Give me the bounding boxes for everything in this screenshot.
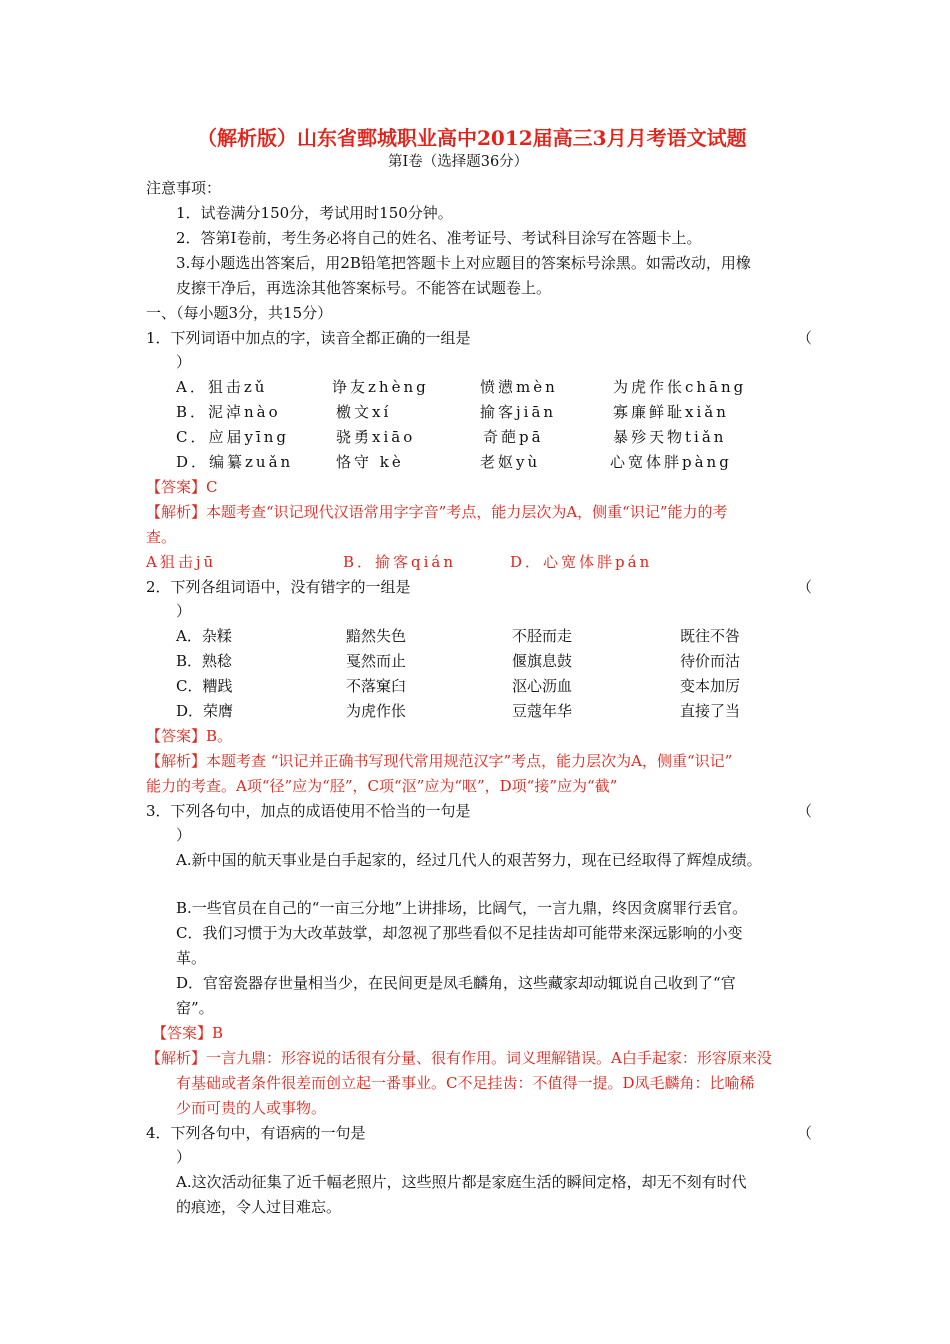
option-cell: 心宽体胖pàng	[610, 453, 732, 471]
option-cell: 待价而沽	[680, 652, 741, 670]
question-4-stem: 4．下列各句中，有语病的一句是	[146, 1124, 366, 1142]
paren-open: （	[797, 802, 813, 820]
paren-close: ）	[176, 1148, 192, 1166]
option-cell: 愤懑mèn	[480, 378, 558, 396]
notice-item: 3.每小题选出答案后，用2B铅笔把答题卡上对应题目的答案标号涂黑。如需改动，用橡	[176, 254, 751, 272]
option-cell: 不落窠臼	[346, 677, 407, 695]
option-cell: D．编纂zuǎn	[176, 453, 294, 471]
option-cell: 豆蔻年华	[512, 702, 573, 720]
analysis-3: 【解析】一言九鼎：形容说的话很有分量、很有作用。词义理解错误。A白手起家：形容原来没	[146, 1049, 772, 1067]
analysis-1-cont: 查。	[146, 528, 177, 546]
option-cell: 恪守 kè	[336, 453, 404, 471]
option-cell: 变本加厉	[680, 677, 741, 695]
option-c: C．我们习惯于为大改革鼓掌，却忽视了那些看似不足挂齿却可能带来深远影响的小变	[176, 924, 743, 942]
option-d: D．官窑瓷器存世量相当少，在民间更是凤毛麟角，这些藏家却动辄说自己收到了“官	[176, 974, 736, 992]
option-a: A.新中国的航天事业是白手起家的，经过几代人的艰苦努力，现在已经取得了辉煌成绩。	[176, 851, 762, 869]
option-cell: 檄文xí	[336, 403, 392, 421]
analysis-3-cont: 少而可贵的人或事物。	[176, 1099, 327, 1117]
correction: A狙击jū	[146, 553, 217, 571]
question-1-stem: 1．下列词语中加点的字，读音全都正确的一组是	[146, 329, 471, 347]
answer-1: 【答案】C	[146, 478, 218, 496]
option-cell: 黯然失色	[346, 627, 407, 645]
correction: D．心宽体胖pán	[510, 553, 653, 571]
option-cell: 直接了当	[680, 702, 741, 720]
paren-close: ）	[176, 602, 192, 620]
option-cell: 为虎作伥chāng	[613, 378, 747, 396]
option-cell: 寡廉鲜耻xiǎn	[613, 403, 729, 421]
correction: B．揄客qián	[343, 553, 457, 571]
option-cell: C．应届yīng	[176, 428, 290, 446]
option-cell: C．糟践	[176, 677, 233, 695]
option-cell: B．泥淖nào	[176, 403, 281, 421]
option-d-cont: 窑”。	[176, 999, 214, 1017]
volume-heading: 第Ⅰ卷（选择题36分）	[388, 154, 529, 170]
option-b: B.一些官员在自己的“一亩三分地”上讲排场，比阔气，一言九鼎，终因贪腐罪行丢官。	[176, 899, 748, 917]
option-cell: 沤心沥血	[512, 677, 573, 695]
page-title: （解析版）山东省鄄城职业高中2012届高三3月月考语文试题	[197, 126, 747, 150]
analysis-3-cont: 有基础或者条件很差而创立起一番事业。C不足挂齿：不值得一提。D凤毛麟角：比喻稀	[176, 1074, 755, 1092]
option-cell: 戛然而止	[346, 652, 407, 670]
option-cell: 暴殄天物tiǎn	[613, 428, 727, 446]
question-2-stem: 2．下列各组词语中，没有错字的一组是	[146, 578, 411, 596]
option-cell: 奇葩pā	[483, 428, 544, 446]
option-c-cont: 革。	[176, 949, 207, 967]
answer-2: 【答案】B。	[146, 727, 233, 745]
notice-heading: 注意事项：	[146, 179, 222, 197]
analysis-2-cont: 能力的考查。A项“径”应为“胫”，C项“沤”应为“呕”，D项“接”应为“截”	[146, 777, 618, 795]
notice-item: 2．答第Ⅰ卷前，考生务必将自己的姓名、准考证号、考试科目涂写在答题卡上。	[176, 229, 702, 247]
paren-close: ）	[176, 353, 192, 371]
option-cell: 既往不咎	[680, 627, 741, 645]
option-cell: 骁勇xiāo	[336, 428, 416, 446]
question-3-stem: 3．下列各句中，加点的成语使用不恰当的一句是	[146, 802, 471, 820]
option-a: A.这次活动征集了近千幅老照片，这些照片都是家庭生活的瞬间定格，却无不刻有时代	[176, 1173, 747, 1191]
paren-close: ）	[176, 826, 192, 844]
option-cell: 诤友zhèng	[332, 378, 429, 396]
option-cell: D．荣膺	[176, 702, 234, 720]
option-cell: 老妪yù	[480, 453, 541, 471]
answer-3: 【答案】B	[152, 1024, 224, 1042]
analysis-1: 【解析】本题考查“识记现代汉语常用字字音”考点，能力层次为A，侧重“识记”能力的考	[146, 503, 728, 521]
paren-open: （	[797, 1124, 813, 1142]
notice-item: 皮擦干净后，再选涂其他答案标号。不能答在试题卷上。	[176, 279, 552, 297]
option-cell: 不胫而走	[512, 627, 573, 645]
option-cell: 偃旗息鼓	[512, 652, 573, 670]
option-cell: 揄客jiān	[480, 403, 557, 421]
paren-open: （	[797, 329, 813, 347]
option-cell: 为虎作伥	[346, 702, 407, 720]
option-cell: A．狙击zǔ	[176, 378, 268, 396]
analysis-2: 【解析】本题考查 “识记并正确书写现代常用规范汉字”考点，能力层次为A，侧重“识记”	[146, 752, 733, 770]
option-cell: B．熟稔	[176, 652, 233, 670]
paren-open: （	[797, 578, 813, 596]
section-heading: 一、（每小题3分，共15分）	[146, 304, 333, 322]
option-a-cont: 的痕迹，令人过目难忘。	[176, 1198, 342, 1216]
notice-item: 1．试卷满分150分，考试用时150分钟。	[176, 204, 453, 222]
option-cell: A．杂糅	[176, 627, 232, 645]
